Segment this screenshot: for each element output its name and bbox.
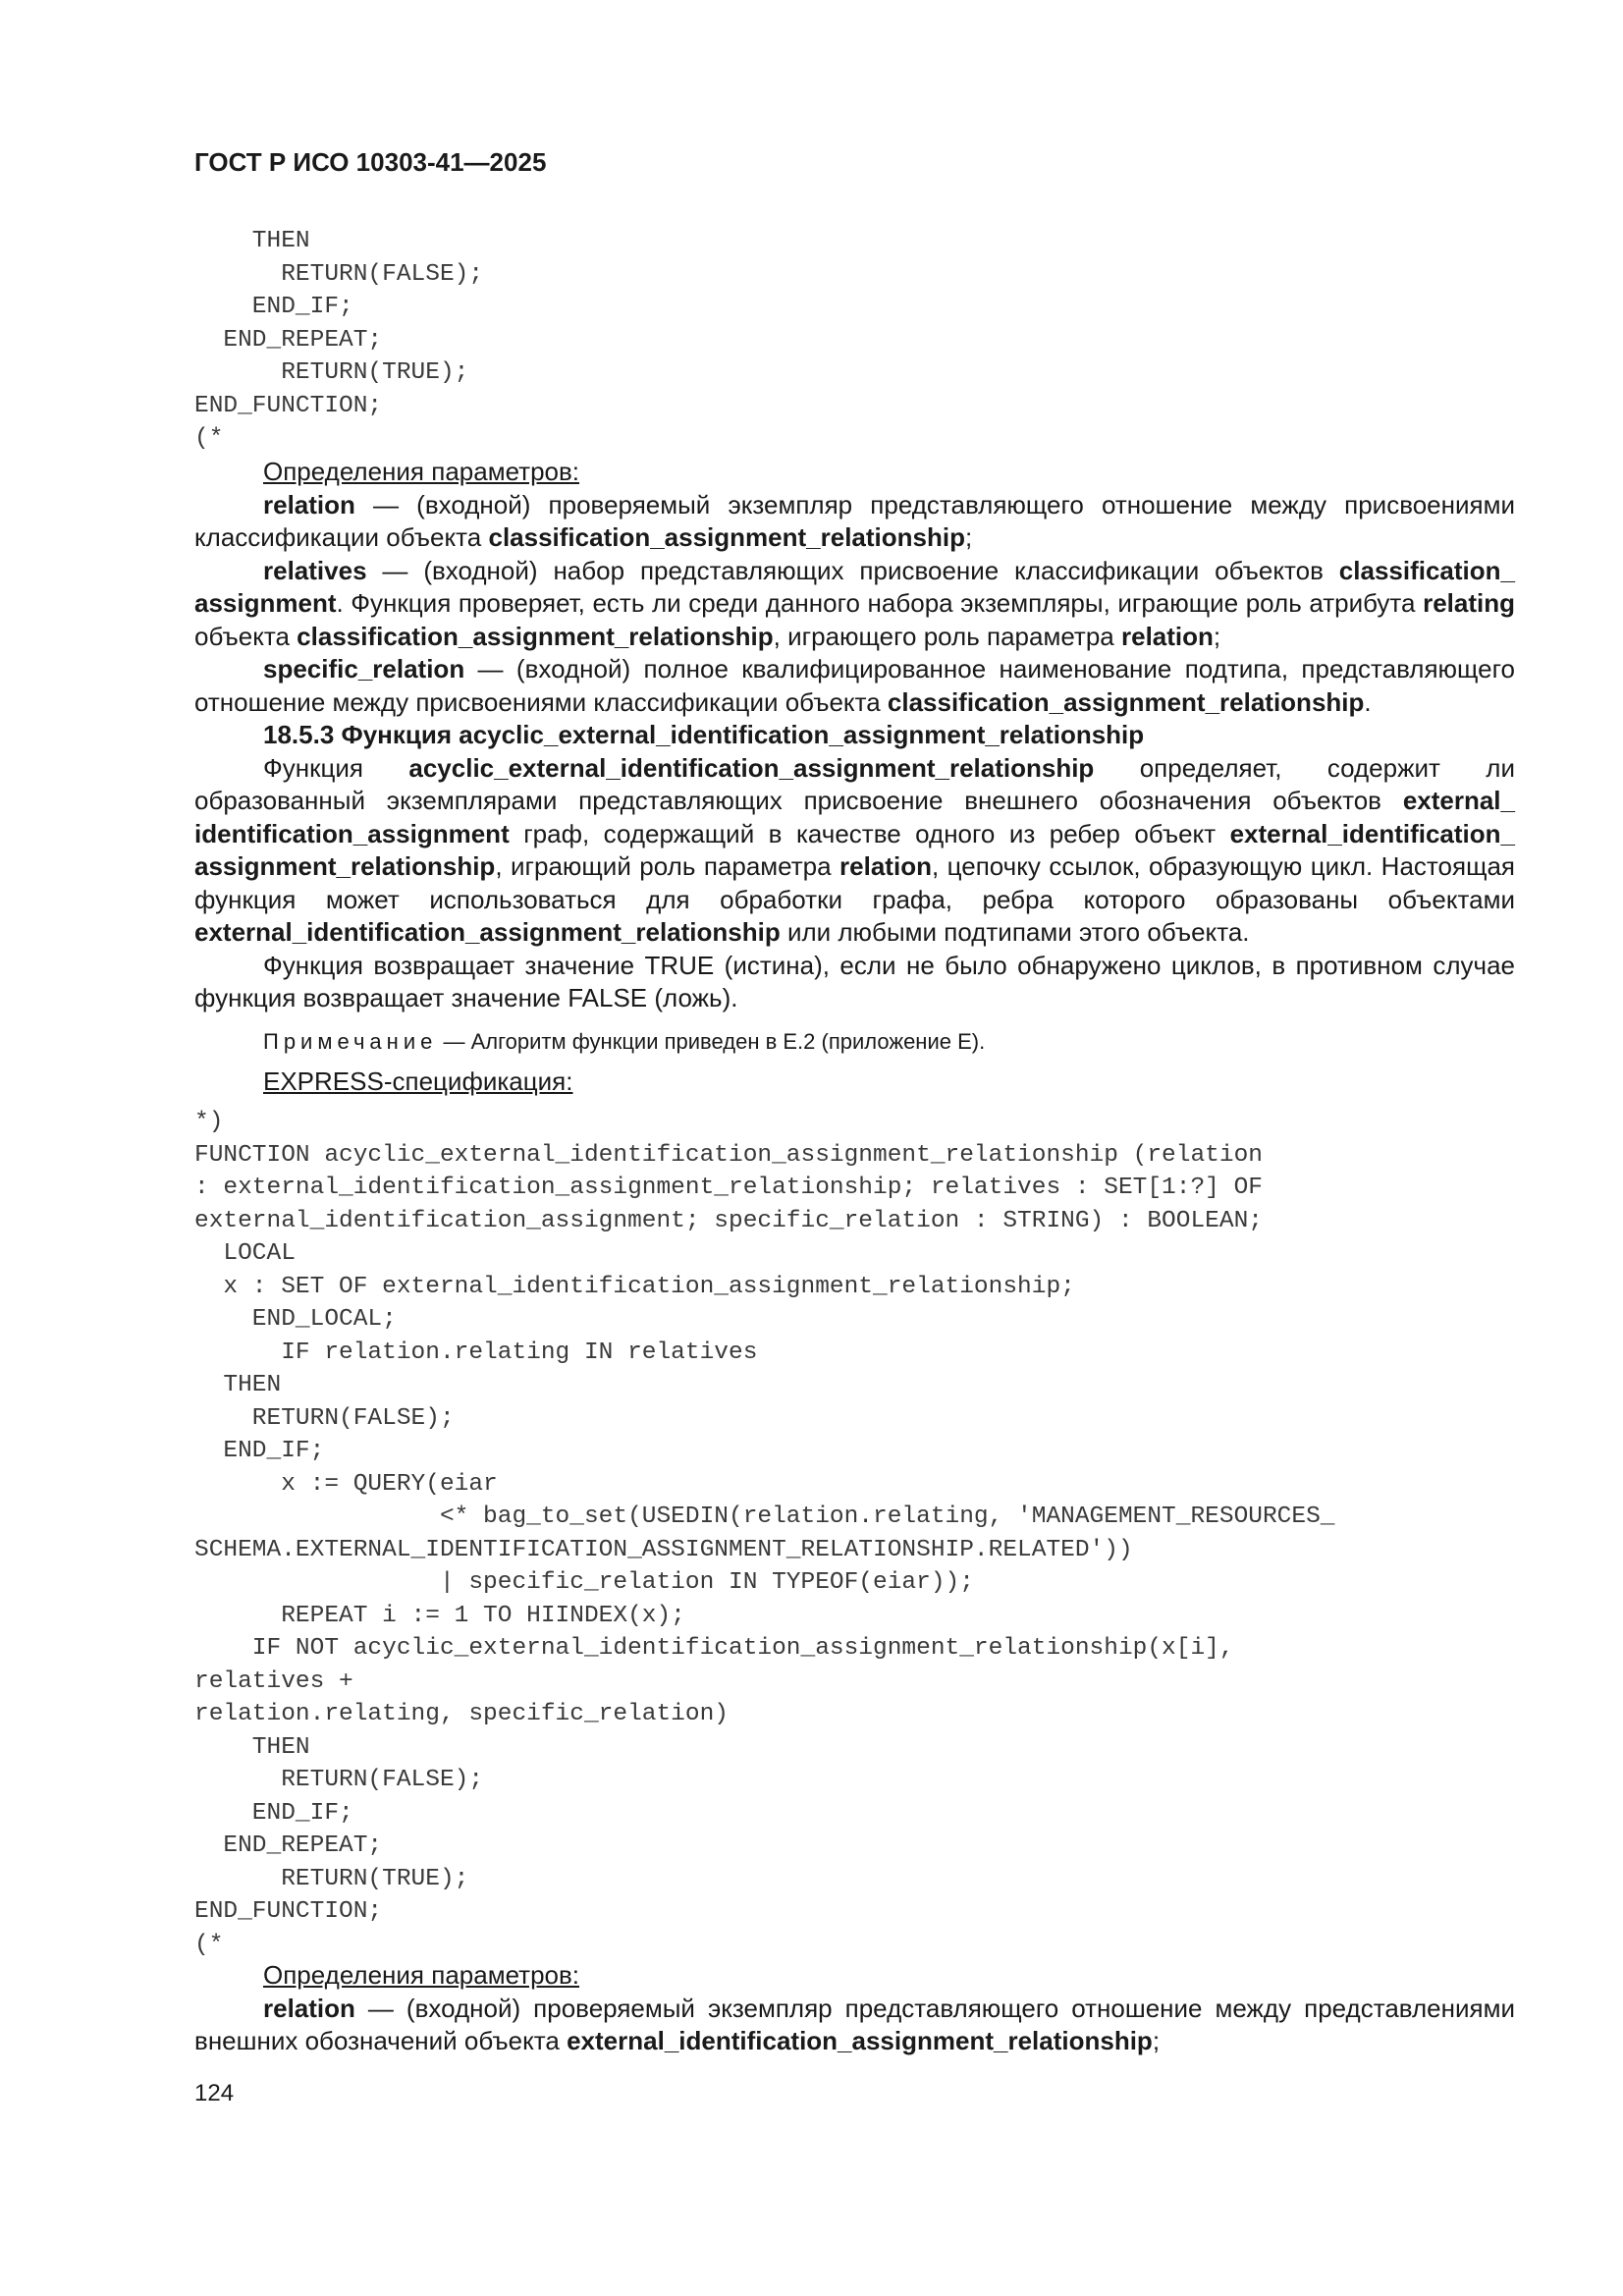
param-relatives: relatives — (входной) набор представляющих присвоение классификации объектов classification_ assignment. Функция проверяет, есть ли среди данного набора экземпляры, играющие роль атрибута relating объекта classification_assignment_relationship, играющего роль параметра relation; bbox=[194, 555, 1515, 651]
code-line: RETURN(FALSE); bbox=[194, 1404, 455, 1432]
subsection-heading: 18.5.3 Функция acyclic_external_identification_assignment_relationship bbox=[263, 720, 1145, 749]
prose-section-bottom bbox=[194, 1959, 1515, 2058]
code-line: (* bbox=[194, 1931, 224, 1958]
code-line: END_FUNCTION; bbox=[194, 392, 383, 419]
code-line: END_REPEAT; bbox=[194, 326, 383, 354]
param-definitions-heading: Определения параметров: bbox=[263, 457, 580, 486]
code-line: x := QUERY(eiar bbox=[194, 1470, 498, 1498]
code-line: LOCAL bbox=[194, 1240, 296, 1267]
code-line: IF NOT acyclic_external_identification_assignment_relationship(x[i], bbox=[194, 1635, 1234, 1662]
code-line: END_IF; bbox=[194, 1799, 353, 1827]
param-specific-relation: specific_relation — (входной) полное квалифицированное наименование подтипа, представляющего отношение между присвоениями классификации объекта classification_assignment_relationship. bbox=[194, 654, 1515, 717]
code-line: *) bbox=[194, 1109, 224, 1135]
code-line: RETURN(FALSE); bbox=[194, 1767, 484, 1793]
code-line: RETURN(TRUE); bbox=[194, 1865, 469, 1892]
code-line: : external_identification_assignment_relationship; relatives : SET[1:?] OF bbox=[194, 1175, 1263, 1201]
code-line: (* bbox=[194, 425, 224, 452]
code-line: x : SET OF external_identification_assignment_relationship; bbox=[194, 1273, 1075, 1300]
param-relation-2: relation — (входной) проверяемый экземпляр представляющего отношение между представлениями внешних обозначений объекта external_identification_assignment_relationship; bbox=[194, 1993, 1515, 2055]
code-line: SCHEMA.EXTERNAL_IDENTIFICATION_ASSIGNMENT_RELATIONSHIP.RELATED')) bbox=[194, 1536, 1133, 1563]
code-line: END_REPEAT; bbox=[194, 1832, 383, 1859]
code-line: END_LOCAL; bbox=[194, 1306, 397, 1333]
code-line: | specific_relation IN TYPEOF(eiar)); bbox=[194, 1569, 974, 1596]
code-line: THEN bbox=[194, 228, 310, 254]
param-definitions-heading-2: Определения параметров: bbox=[263, 1960, 580, 1990]
code-line: relatives + bbox=[194, 1667, 353, 1695]
code-block-top bbox=[194, 225, 483, 456]
express-heading: EXPRESS-спецификация: bbox=[263, 1066, 573, 1096]
code-line: END_IF; bbox=[194, 1438, 325, 1464]
code-line: REPEAT i := 1 TO HIINDEX(x); bbox=[194, 1602, 685, 1629]
param-relation: relation — (входной) проверяемый экземпляр представляющего отношение между присвоениями классификации объекта classification_assignment_relationship; bbox=[194, 489, 1515, 552]
code-block-function bbox=[194, 1106, 1335, 1961]
code-line: END_IF; bbox=[194, 294, 353, 320]
code-line: relation.relating, specific_relation) bbox=[194, 1701, 729, 1727]
code-line: FUNCTION acyclic_external_identification_assignment_relationship (relation bbox=[194, 1141, 1263, 1169]
code-line: THEN bbox=[194, 1733, 310, 1761]
code-line: THEN bbox=[194, 1372, 282, 1398]
code-line: RETURN(TRUE); bbox=[194, 359, 469, 386]
code-line: END_FUNCTION; bbox=[194, 1898, 383, 1925]
code-line: IF relation.relating IN relatives bbox=[194, 1339, 758, 1366]
document-header: ГОСТ Р ИСО 10303-41—2025 bbox=[194, 147, 547, 177]
page-number: 124 bbox=[194, 2080, 235, 2106]
code-line: <* bag_to_set(USEDIN(relation.relating, 'MANAGEMENT_RESOURCES_ bbox=[194, 1503, 1335, 1530]
note: Примечание — Алгоритм функции приведен в Е.2 (приложение Е). bbox=[263, 1028, 986, 1054]
code-line: external_identification_assignment; specific_relation : STRING) : BOOLEAN; bbox=[194, 1207, 1263, 1234]
return-description: Функция возвращает значение TRUE (истина), если не было обнаружено циклов, в противном случае функция возвращает значение FALSE (ложь). bbox=[194, 950, 1515, 1012]
function-description: Функция acyclic_external_identification_assignment_relationship определяет, содержит ли образованный экземплярами представляющих присвоение внешнего обозначения объектов external_ identification_assignment граф, содержащий в качестве одного из ребер объект external_identification_ assignment_relationship, играющий роль параметра relation, цепочку ссылок, образующую цикл. Настоящая функция может использоваться для обработки графа, ребра которого образованы объектами external_identification_assignment_relationship или любыми подтипами этого объекта. bbox=[194, 752, 1515, 947]
prose-section-top bbox=[194, 456, 1515, 1099]
code-line: RETURN(FALSE); bbox=[194, 260, 484, 288]
